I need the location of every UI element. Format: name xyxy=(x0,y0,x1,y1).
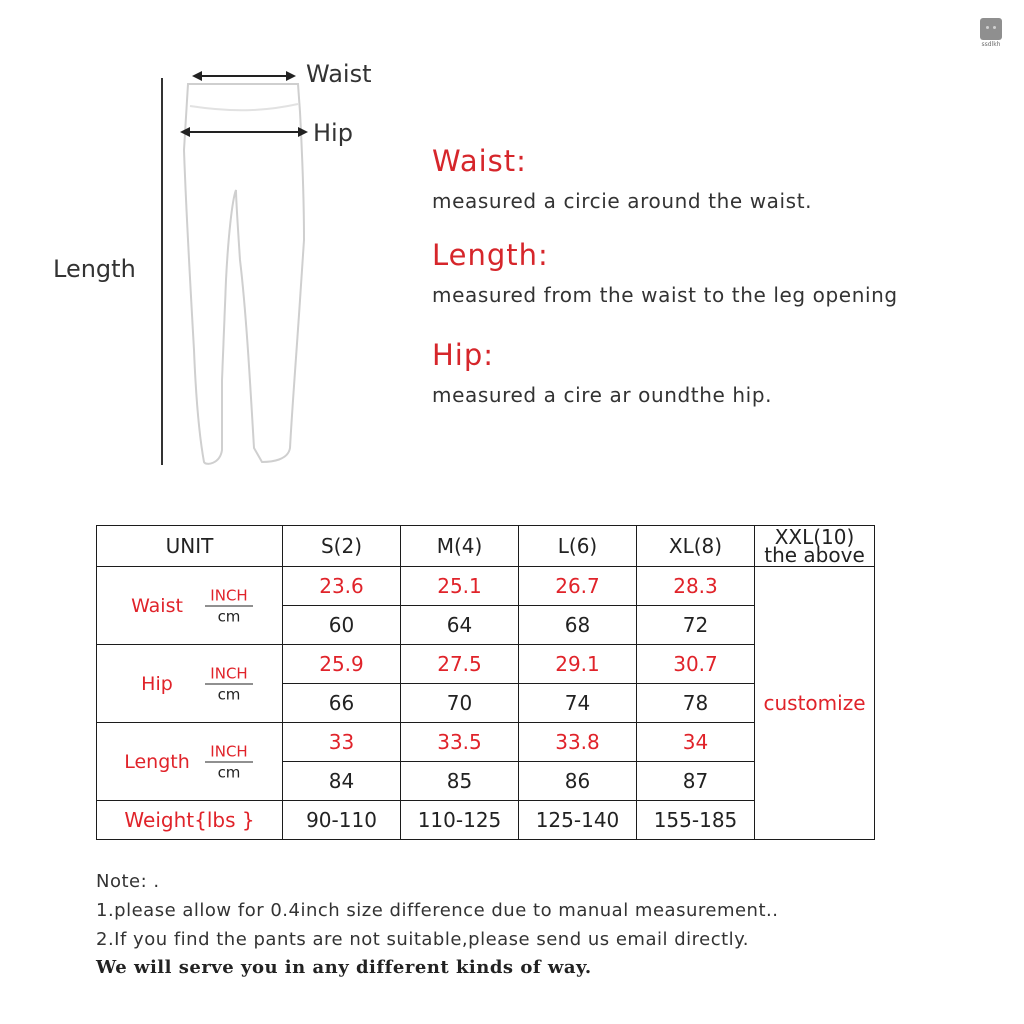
unit-switch-length xyxy=(205,743,253,780)
leggings-outline xyxy=(184,84,304,464)
size-header-l: L(6) xyxy=(519,526,637,567)
length-label: Length xyxy=(53,255,136,283)
unit-cm-label: cm xyxy=(217,607,241,625)
table-cell: 84 xyxy=(283,762,401,801)
param-name-hip: Hip xyxy=(141,672,173,695)
table-cell: 64 xyxy=(401,606,519,645)
table-cell: 33.8 xyxy=(519,723,637,762)
table-cell: 25.9 xyxy=(283,645,401,684)
table-cell: 23.6 xyxy=(283,567,401,606)
unit-inch-label: INCH xyxy=(205,743,253,762)
note-heading: Note: . xyxy=(96,871,160,892)
table-cell: 27.5 xyxy=(401,645,519,684)
xxl-header-line2: the above xyxy=(764,543,865,567)
size-header-s: S(2) xyxy=(283,526,401,567)
size-header-m: M(4) xyxy=(401,526,519,567)
note-line-3: We will serve you in any different kinds of way. xyxy=(96,957,592,978)
unit-inch-label: INCH xyxy=(205,587,253,606)
xxl-header-line1: XXL(10) xyxy=(774,525,855,549)
unit-header: UNIT xyxy=(97,526,283,567)
param-length xyxy=(97,723,283,801)
note-line-2: 2.If you find the pants are not suitable,please send us email directly. xyxy=(96,929,749,950)
table-cell: 155-185 xyxy=(637,801,755,840)
param-waist xyxy=(97,567,283,645)
param-name-length: Length xyxy=(124,750,190,773)
waist-def-text: measured a circie around the waist. xyxy=(432,189,813,213)
table-cell: 66 xyxy=(283,684,401,723)
param-hip xyxy=(97,645,283,723)
table-cell: 26.7 xyxy=(519,567,637,606)
table-cell: 68 xyxy=(519,606,637,645)
table-cell: 33.5 xyxy=(401,723,519,762)
waist-def-title: Waist: xyxy=(432,144,527,178)
table-row-waist-inch xyxy=(97,567,875,606)
table-cell: 29.1 xyxy=(519,645,637,684)
table-cell: 74 xyxy=(519,684,637,723)
hip-label: Hip xyxy=(313,119,353,147)
table-header-row xyxy=(97,526,875,567)
size-table xyxy=(96,525,875,840)
brand-logo-text: ssdlkh xyxy=(981,41,1001,48)
weight-label: Weight{lbs } xyxy=(97,801,283,840)
customize-label: customize xyxy=(763,691,866,715)
table-cell: 60 xyxy=(283,606,401,645)
table-cell: 28.3 xyxy=(637,567,755,606)
table-cell: 110-125 xyxy=(401,801,519,840)
hip-def-title: Hip: xyxy=(432,338,495,372)
brand-logo xyxy=(980,18,1002,40)
size-header-xxl xyxy=(755,526,875,567)
customize-cell xyxy=(755,567,875,840)
table-cell: 78 xyxy=(637,684,755,723)
table-cell: 85 xyxy=(401,762,519,801)
table-cell: 86 xyxy=(519,762,637,801)
unit-switch-hip xyxy=(205,665,253,702)
param-name-waist: Waist xyxy=(131,594,183,617)
table-cell: 87 xyxy=(637,762,755,801)
length-def-title: Length: xyxy=(432,238,549,272)
hip-def-text: measured a cire ar oundthe hip. xyxy=(432,383,773,407)
table-cell: 125-140 xyxy=(519,801,637,840)
table-cell: 34 xyxy=(637,723,755,762)
waist-label: Waist xyxy=(306,60,372,88)
length-def-text: measured from the waist to the leg opening xyxy=(432,283,898,307)
unit-switch-waist xyxy=(205,587,253,624)
table-cell: 90-110 xyxy=(283,801,401,840)
table-cell: 70 xyxy=(401,684,519,723)
table-cell: 30.7 xyxy=(637,645,755,684)
note-line-1: 1.please allow for 0.4inch size difference due to manual measurement.. xyxy=(96,900,779,921)
table-cell: 25.1 xyxy=(401,567,519,606)
table-cell: 72 xyxy=(637,606,755,645)
unit-cm-label: cm xyxy=(217,763,241,781)
size-header-xl: XL(8) xyxy=(637,526,755,567)
unit-inch-label: INCH xyxy=(205,665,253,684)
table-cell: 33 xyxy=(283,723,401,762)
unit-cm-label: cm xyxy=(217,685,241,703)
